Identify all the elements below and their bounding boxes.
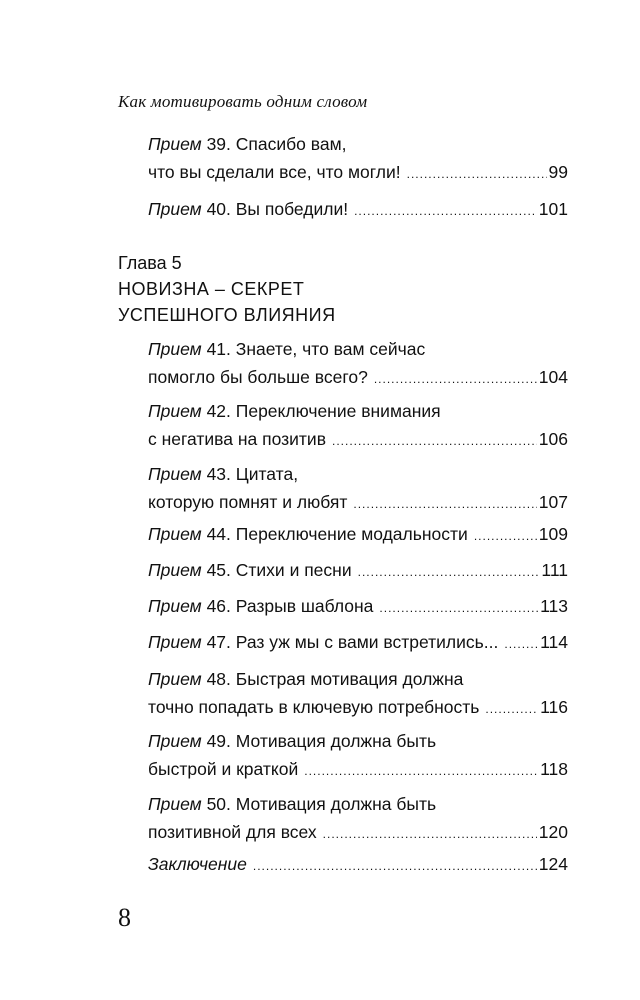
- toc-entry-49: [148, 727, 568, 783]
- page-number: 99: [548, 162, 568, 182]
- entry-title-line-1: 47. Раз уж мы с вами встретились...: [206, 632, 499, 652]
- page-number: 107: [538, 492, 568, 512]
- leader-dots: [474, 530, 537, 542]
- entry-title-line-2: которую помнят и любят: [148, 492, 348, 512]
- leader-dots: [304, 765, 538, 777]
- leader-dots: [374, 373, 537, 385]
- leader-dots: [353, 498, 536, 510]
- leader-dots: [332, 435, 537, 447]
- toc-entry-46: [148, 592, 568, 620]
- entry-label: Прием: [148, 596, 202, 616]
- toc-entry-line: [148, 755, 568, 783]
- chapter-title-line-1: НОВИЗНА – СЕКРЕТ: [118, 279, 305, 299]
- entry-title-line-2: точно попадать в ключевую потребность: [148, 697, 480, 717]
- toc-entry-50: [148, 790, 568, 846]
- toc-entry-47: [148, 628, 568, 656]
- toc-entry-line: [148, 693, 568, 721]
- entry-title-line-2: позитивной для всех: [148, 822, 317, 842]
- chapter-label: Глава 5: [118, 253, 182, 273]
- leader-dots: [358, 566, 540, 578]
- toc-entry-line: [148, 363, 568, 391]
- entry-label: Прием: [148, 401, 202, 421]
- entry-title-line-1: 50. Мотивация должна быть: [206, 794, 437, 814]
- toc-entry-line: [148, 460, 568, 488]
- entry-title-line-1: 42. Переключение внимания: [206, 401, 441, 421]
- leader-dots: [504, 638, 538, 650]
- toc-entry-43: [148, 460, 568, 516]
- toc-entry-line: [148, 335, 568, 363]
- leader-dots: [379, 602, 538, 614]
- toc-entry-line: [148, 195, 568, 223]
- entry-title-line-1: 48. Быстрая мотивация должна: [206, 669, 464, 689]
- toc-entry-44: [148, 520, 568, 548]
- page-number: 116: [540, 697, 568, 717]
- page-number: 113: [540, 596, 568, 616]
- leader-dots: [323, 828, 537, 840]
- page-number: 114: [540, 632, 568, 652]
- page-number: 106: [538, 429, 568, 449]
- toc-entry-line: [148, 425, 568, 453]
- entry-label: Заключение: [148, 854, 247, 874]
- toc-entry-line: [148, 665, 568, 693]
- leader-dots: [253, 860, 537, 872]
- entry-label: Прием: [148, 794, 202, 814]
- toc-entry-conclusion: [148, 850, 568, 878]
- toc-entry-line: [148, 818, 568, 846]
- toc-entry-39: [148, 130, 568, 186]
- entry-label: Прием: [148, 339, 202, 359]
- page-number: 120: [538, 822, 568, 842]
- entry-label: Прием: [148, 134, 202, 154]
- toc-entry-line: [148, 592, 568, 620]
- toc-entry-48: [148, 665, 568, 721]
- chapter-heading: [118, 250, 336, 328]
- toc-entry-line: [148, 628, 568, 656]
- entry-title-line-1: 44. Переключение модальности: [206, 524, 468, 544]
- entry-label: Прием: [148, 524, 202, 544]
- running-head: Как мотивировать одним словом: [118, 92, 368, 111]
- toc-entry-line: [148, 727, 568, 755]
- page-number: 101: [538, 199, 568, 219]
- entry-label: Прием: [148, 731, 202, 751]
- page-number: 118: [540, 759, 568, 779]
- leader-dots: [407, 168, 547, 180]
- entry-label: Прием: [148, 632, 202, 652]
- toc-entry-41: [148, 335, 568, 391]
- entry-label: Прием: [148, 199, 202, 219]
- entry-title-line-1: 49. Мотивация должна быть: [206, 731, 437, 751]
- page-folio: 8: [118, 903, 131, 932]
- entry-title-line-2: быстрой и краткой: [148, 759, 299, 779]
- entry-title-line-1: 41. Знаете, что вам сейчас: [206, 339, 426, 359]
- entry-title-line-1: 40. Вы победили!: [206, 199, 349, 219]
- entry-title-line-1: 43. Цитата,: [206, 464, 299, 484]
- entry-title-line-1: 39. Спасибо вам,: [206, 134, 347, 154]
- entry-title-line-2: помогло бы больше всего?: [148, 367, 368, 387]
- toc-entry-line: [148, 850, 568, 878]
- page-number: 109: [538, 524, 568, 544]
- page-number: 104: [538, 367, 568, 387]
- entry-title-line-2: что вы сделали все, что могли!: [148, 162, 401, 182]
- toc-entry-45: [148, 556, 568, 584]
- entry-title-line-1: 46. Разрыв шаблона: [206, 596, 374, 616]
- page-number: 124: [538, 854, 568, 874]
- entry-title-line-2: с негатива на позитив: [148, 429, 326, 449]
- toc-entry-line: [148, 397, 568, 425]
- page-number: 111: [541, 560, 568, 580]
- toc-entry-line: [148, 158, 568, 186]
- toc-entry-40: [148, 195, 568, 223]
- entry-label: Прием: [148, 560, 202, 580]
- toc-entry-line: [148, 790, 568, 818]
- leader-dots: [485, 703, 538, 715]
- toc-entry-line: [148, 556, 568, 584]
- entry-label: Прием: [148, 464, 202, 484]
- chapter-title-line-2: УСПЕШНОГО ВЛИЯНИЯ: [118, 305, 336, 325]
- entry-label: Прием: [148, 669, 202, 689]
- leader-dots: [354, 205, 537, 217]
- toc-entry-42: [148, 397, 568, 453]
- toc-entry-line: [148, 130, 568, 158]
- entry-title-line-1: 45. Стихи и песни: [206, 560, 352, 580]
- toc-entry-line: [148, 488, 568, 516]
- toc-entry-line: [148, 520, 568, 548]
